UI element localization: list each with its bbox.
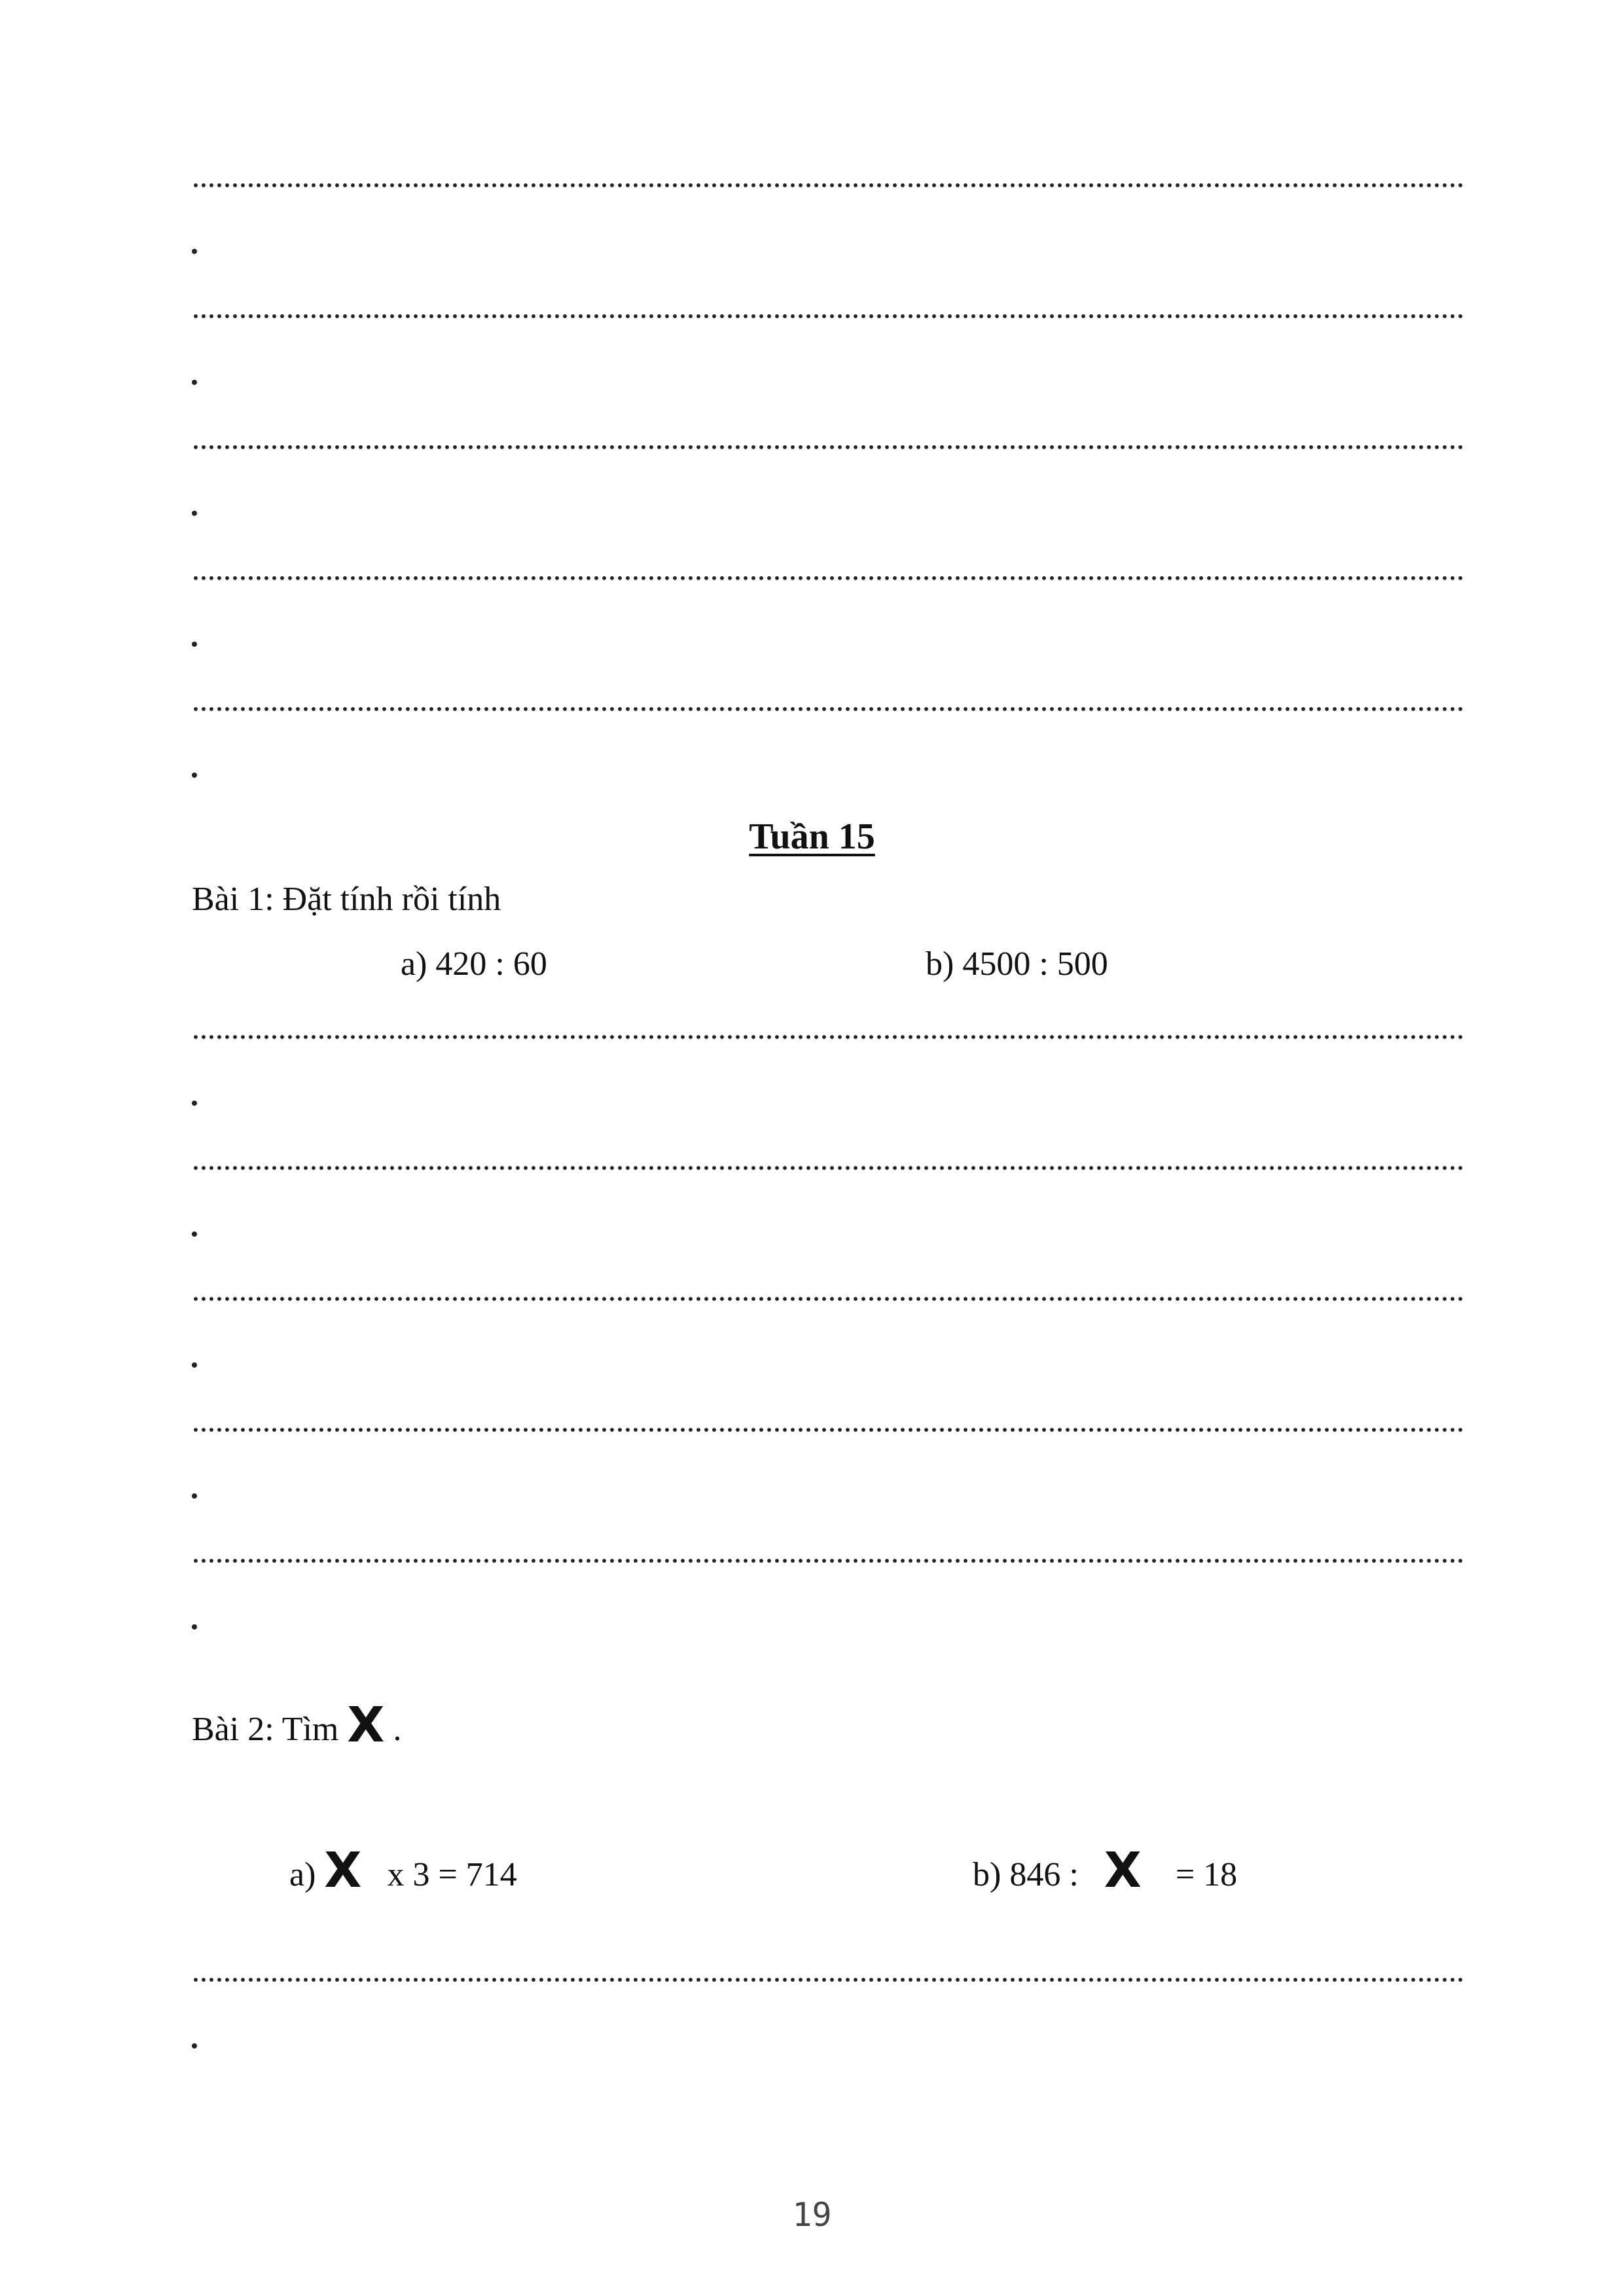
variable-x: X [1104,1842,1142,1899]
exercise-1-part-b: b) 4500 : 500 [926,945,1108,983]
answer-line-end [192,1362,197,1368]
part-a-label: a) [289,1856,316,1893]
answer-line [192,181,1465,190]
answer-line-end [192,1101,197,1106]
answer-line-end [192,380,197,385]
answer-line-end [192,773,197,778]
answer-line-end [192,1493,197,1499]
answer-line-end [192,2043,197,2049]
variable-x: X [347,1697,385,1753]
answer-line-end [192,642,197,647]
part-b-equation: = 18 [1175,1856,1238,1893]
answer-line [192,1163,1465,1173]
variable-x: X [324,1842,362,1899]
part-a-equation: x 3 = 714 [387,1856,517,1893]
answer-line-end [192,1231,197,1237]
answer-line [192,312,1465,321]
answer-line [192,1556,1465,1565]
answer-line [192,1032,1465,1042]
answer-line [192,1425,1465,1434]
answer-line [192,443,1465,452]
exercise-2-part-a [289,1842,517,1899]
page-number: 19 [792,2196,832,2234]
answer-line [192,704,1465,714]
exercise-2-title [192,1697,402,1753]
answer-line-end [192,1624,197,1630]
exercise-2-part-b [973,1842,1238,1899]
answer-line [192,574,1465,583]
exercise-2-title-suffix: . [393,1711,402,1748]
answer-line [192,1294,1465,1303]
week-heading: Tuần 15 [749,816,875,857]
part-b-label: b) 846 : [973,1856,1079,1893]
answer-line [192,1975,1465,1984]
answer-line-end [192,511,197,516]
exercise-1-part-a: a) 420 : 60 [401,945,547,983]
exercise-2-title-prefix: Bài 2: Tìm [192,1711,339,1748]
exercise-1-title: Bài 1: Đặt tính rồi tính [192,881,501,918]
answer-line-end [192,249,197,254]
